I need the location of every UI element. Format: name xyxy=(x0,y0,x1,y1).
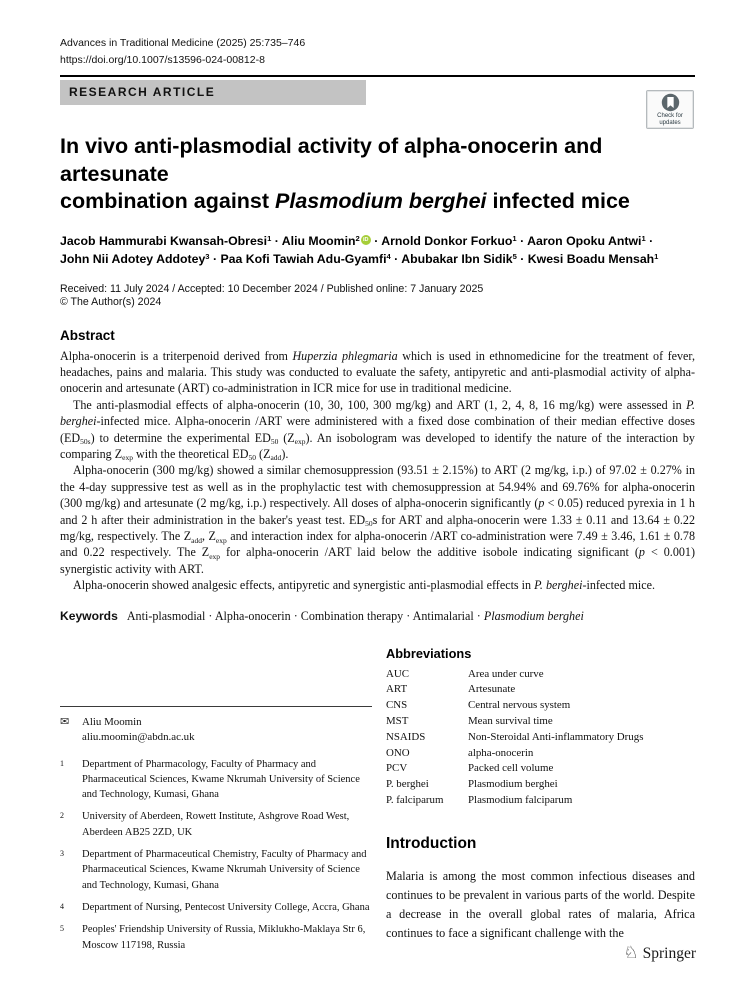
content-column xyxy=(386,646,695,960)
abstract-section xyxy=(60,327,695,594)
affiliation-item xyxy=(60,847,372,893)
abbreviations-heading: Abbreviations xyxy=(386,645,472,661)
springer-logo xyxy=(623,944,696,964)
springer-wordmark: Springer xyxy=(642,945,696,962)
author-line-2: John Nii Adotey Addotey$^3$ · Paa Kofi Tawiah Adu-Gyamfi$^4$ · Abubakar Ibn Sidik$^5$ · Kwesi Boadu Mensah$^1$ xyxy=(60,252,659,266)
abbreviation-row xyxy=(386,667,695,683)
affiliation-item xyxy=(60,757,372,803)
abbreviation-definition: Area under curve xyxy=(468,667,544,680)
abstract-heading: Abstract xyxy=(60,327,115,343)
article-dates xyxy=(60,283,695,310)
check-for-updates-icon xyxy=(661,93,680,112)
affiliation-text: Department of Nursing, Pentecost University College, Accra, Ghana xyxy=(82,901,370,913)
introduction-paragraph: Malaria is among the most common infectious diseases and continues to be prevalent in various parts of the world. Despite a decrease in the overall global rates of malaria, Africa continues to face a significant challenge with the xyxy=(386,868,695,940)
affiliation-item xyxy=(60,922,372,953)
journal-citation: Advances in Traditional Medicine (2025) 25:735–746 xyxy=(60,37,306,49)
abbreviation-row xyxy=(386,714,695,730)
affiliation-number: 3 xyxy=(60,849,64,859)
journal-header xyxy=(60,36,695,68)
affiliation-text: Peoples' Friendship University of Russia, Miklukho-Maklaya Str 6, Moscow 117198, Russia xyxy=(82,924,366,951)
abbreviation-term: MST xyxy=(386,714,409,727)
corresponding-author-name: Aliu Moomin xyxy=(82,715,142,728)
abbreviation-term: P. falciparum xyxy=(386,793,444,806)
abbreviation-definition: Packed cell volume xyxy=(468,762,554,775)
doi-link[interactable]: https://doi.org/10.1007/s13596-024-00812-8 xyxy=(60,54,265,66)
abbreviation-row xyxy=(386,777,695,793)
abstract-paragraph: Alpha-onocerin (300 mg/kg) showed a similar chemosuppression (93.51 ± 2.15%) to ART (2 mg/kg, i.p.) of 97.02 ± 0.27% in the 4-day suppressive test as well as in the prophylactic test with chemosuppression at 54.94% and 69.76% for alpha-onocerin (300 mg/kg) and artesunate (2 mg/kg, i.p.) respectively. All doses of alpha-onocerin significantly (p < 0.05) reduced pyrexia in 1 h and 2 h after their administration in the baker's yeast test. $ED_{50}s$ for ART and alpha-onocerin were 1.33 ± 0.11 and 13.64 ± 0.22 mg/kg, respectively. The $Z_{add}$, $Z_{exp}$ and interaction index for alpha-onocerin /ART co-administration were 7.49 ± 3.46, 1.61 ± 0.78 and 0.22 respectively. The $Z_{exp}$ for alpha-onocerin /ART laid below the additive isobole indicating significant (p < 0.001) synergistic activity with ART. xyxy=(60,463,696,576)
abbreviation-term: AUC xyxy=(386,667,409,680)
affiliation-text: University of Aberdeen, Rowett Institute, Ashgrove Road West, Aberdeen AB25 2ZD, UK xyxy=(82,811,350,838)
received-accepted-line: Received: 11 July 2024 / Accepted: 10 December 2024 / Published online: 7 January 2025 xyxy=(60,282,484,295)
abbreviation-term: PCV xyxy=(386,762,408,775)
check-for-updates-label: Check for updates xyxy=(657,112,683,126)
author-list xyxy=(60,232,695,269)
introduction-heading: Introduction xyxy=(386,834,477,852)
abstract-paragraph: Alpha-onocerin is a triterpenoid derived from Huperzia phlegmaria which is used in ethnomedicine for the treatment of fever, headaches, pains and malaria. This study was conducted to evaluate the safety, antipyretic and anti-plasmodial activity of alpha-onocerin and artesunate (ART) co-administration in ICR mice for use in traditional medicine. xyxy=(60,348,695,396)
affiliation-number: 4 xyxy=(60,901,64,911)
affiliation-item xyxy=(60,809,372,840)
footnote-spacer xyxy=(60,646,372,706)
abbreviation-row xyxy=(386,730,695,746)
abbreviation-definition: Plasmodium berghei xyxy=(468,778,558,791)
affiliation-text: Department of Pharmaceutical Chemistry, Faculty of Pharmacy and Pharmaceutical Sciences, Kwame Nkrumah University of Science and Technology, Kumasi, Ghana xyxy=(82,849,367,891)
check-for-updates-badge[interactable] xyxy=(646,90,694,129)
abbreviation-definition: Mean survival time xyxy=(468,714,553,727)
abbreviation-row xyxy=(386,682,695,698)
affiliation-item xyxy=(60,900,372,915)
abbreviation-definition: Plasmodium falciparum xyxy=(468,793,573,806)
footnote-rule xyxy=(60,706,372,707)
author-line-1: Jacob Hammurabi Kwansah-Obresi$^1$ · Aliu Moomin$^2$ iD · Arnold Donkor Forkuo$^1$ · Aaron Opoku Antwi$^1$ · xyxy=(60,233,654,248)
keywords-label: Keywords xyxy=(60,608,118,623)
page-title xyxy=(60,133,695,216)
corresponding-author-email[interactable]: aliu.moomin@abdn.ac.uk xyxy=(82,730,195,743)
keywords-values: Anti-plasmodial · Alpha-onocerin · Combination therapy · Antimalarial · Plasmodium berghei xyxy=(126,608,584,623)
title-line-1: In vivo anti-plasmodial activity of alpha-onocerin and artesunate xyxy=(60,134,603,186)
abbreviation-definition: Central nervous system xyxy=(468,699,571,712)
title-line-2: combination against Plasmodium berghei infected mice xyxy=(60,189,630,213)
abbreviation-row xyxy=(386,698,695,714)
two-column-area xyxy=(60,646,695,960)
abbreviation-definition: Non-Steroidal Anti-inflammatory Drugs xyxy=(468,730,644,743)
abstract-paragraph: The anti-plasmodial effects of alpha-onocerin (10, 30, 100, 300 mg/kg) and ART (1, 2, 4, 8, 16 mg/kg) were assessed in P. berghei-infected mice. Alpha-onocerin /ART were administered with a fixed dose combination of their median effective doses $(ED_{50s})$ to determine the experimental $ED_{50}$ $(Z_{exp})$. An isobologram was developed to identify the nature of the interaction by comparing $Z_{exp}$ with the theoretical $ED_{50}$ $(Z_{add})$. xyxy=(60,397,695,463)
abstract-paragraph: Alpha-onocerin showed analgesic effects, antipyretic and synergistic anti-plasmodial effects in P. berghei-infected mice. xyxy=(73,578,655,593)
affiliation-number: 2 xyxy=(60,811,64,821)
abbreviation-definition: Artesunate xyxy=(468,683,516,696)
abbreviation-row xyxy=(386,746,695,762)
abbreviation-row xyxy=(386,761,695,777)
header-rule xyxy=(60,75,695,77)
article-type-banner: RESEARCH ARTICLE xyxy=(60,80,366,105)
affiliation-list xyxy=(60,757,372,953)
envelope-icon: ✉ xyxy=(60,715,70,728)
abbreviations-table xyxy=(386,667,695,809)
affiliation-number: 1 xyxy=(60,758,64,768)
springer-knight-icon: ♘ xyxy=(623,943,639,962)
abbreviation-term: CNS xyxy=(386,699,408,712)
correspondence-block xyxy=(60,715,372,745)
copyright-line: © The Author(s) 2024 xyxy=(60,296,162,308)
affiliation-text: Department of Pharmacology, Faculty of Pharmacy and Pharmaceutical Sciences, Kwame Nkrumah University of Science and Technology, Kumasi, Ghana xyxy=(82,758,360,801)
orcid-icon[interactable]: iD xyxy=(361,235,371,245)
abbreviation-definition: alpha-onocerin xyxy=(468,746,534,759)
abbreviation-term: ONO xyxy=(386,746,410,759)
abbreviation-term: P. berghei xyxy=(386,778,429,791)
correspondence-details xyxy=(82,715,195,745)
abbreviation-row xyxy=(386,793,695,809)
keywords-line xyxy=(60,608,695,624)
abbreviation-term: NSAIDS xyxy=(386,730,426,743)
footnote-column xyxy=(60,646,372,960)
abbreviation-term: ART xyxy=(386,683,408,696)
affiliation-number: 5 xyxy=(60,924,64,934)
